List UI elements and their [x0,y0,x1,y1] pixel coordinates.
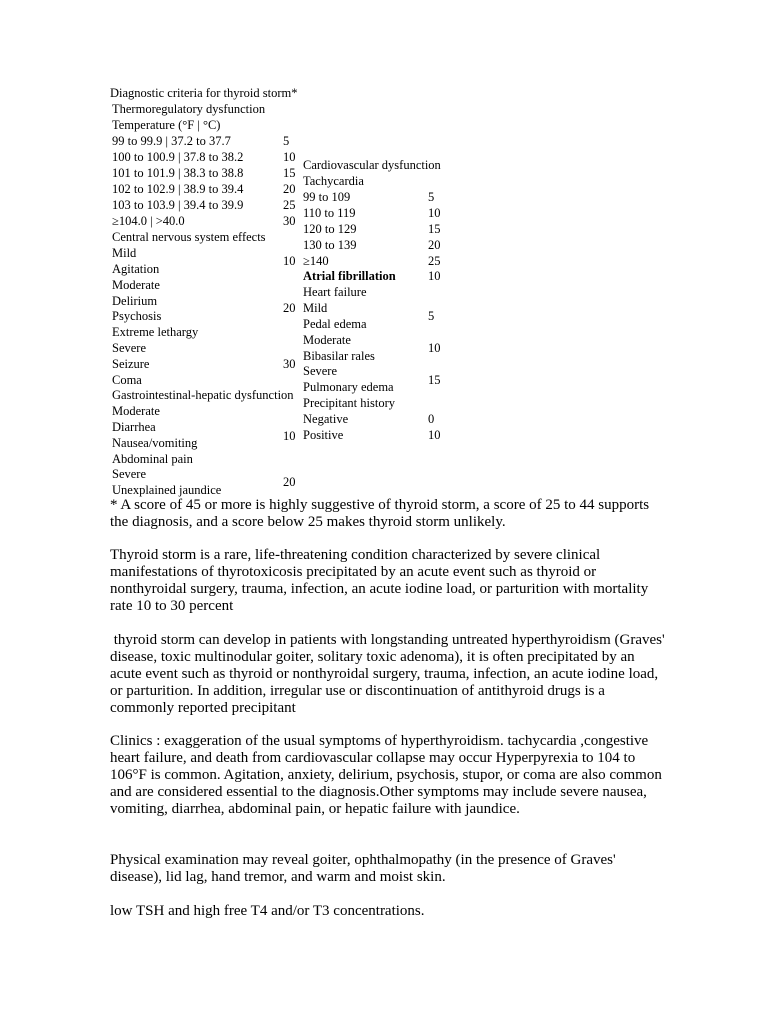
thermo-row-score: 25 [283,198,296,212]
cardio-row-score: 25 [428,254,441,268]
cardio-hf-mild-label: Mild [303,301,328,315]
cardio-hf-severe-label: Severe [303,364,338,378]
thermo-row-label: 100 to 100.9 | 37.8 to 38.2 [112,150,244,164]
cardio-row-score: 15 [428,222,441,236]
cardio-row-label: 130 to 139 [303,238,357,252]
gi-severe-label: Severe [112,467,147,481]
gi-severe-item: Unexplained jaundice [112,483,222,497]
thermo-row-score: 20 [283,182,296,196]
cardio-hf-mild-score: 5 [428,309,435,323]
cns-severe-item: Coma [112,373,142,387]
thermo-heading: Thermoregulatory dysfunction [112,102,266,116]
thermo-row-score: 5 [283,134,290,148]
cns-moderate-item: Extreme lethargy [112,325,199,339]
precip-negative-score: 0 [428,412,435,426]
precip-positive-label: Positive [303,428,344,442]
cardio-hf-label: Heart failure [303,285,367,299]
cardio-row-score: 10 [428,206,441,220]
cardio-row-label: 99 to 109 [303,190,351,204]
gi-moderate-score: 10 [283,429,296,443]
thermo-row-score: 15 [283,166,296,180]
gi-moderate-item: Nausea/vomiting [112,436,198,450]
gi-heading: Gastrointestinal-hepatic dysfunction [112,388,294,402]
footnote: * A score of 45 or more is highly suggestive of thyroid storm, a score of 25 to 44 supports the diagnosis, and a score below 25 makes thyroid storm unlikely. [110,497,650,530]
thermo-row-label: 99 to 99.9 | 37.2 to 37.7 [112,134,231,148]
precip-negative-label: Negative [303,412,349,426]
thermo-row-score: 30 [283,214,296,228]
paragraph-physical-exam: Physical examination may reveal goiter, ophthalmopathy (in the presence of Graves' disease), lid lag, hand tremor, and warm and moist skin. [110,852,616,885]
cns-moderate-label: Moderate [112,278,160,292]
precip-heading: Precipitant history [303,396,395,410]
gi-severe-score: 20 [283,475,296,489]
cardio-hf-severe-score: 15 [428,373,441,387]
cns-severe-score: 30 [283,357,296,371]
cardio-row-score: 20 [428,238,441,252]
cardio-hf-mild-item: Pedal edema [303,317,367,331]
cns-mild-score: 10 [283,254,296,268]
cardio-hf-moderate-label: Moderate [303,333,351,347]
paragraph-intro: Thyroid storm is a rare, life-threatening condition characterized by severe clinical manifestations of thyrotoxicosis precipitated by an acute event such as thyroid or nonthyroidal surgery, trauma, infection, an acute iodine load, or parturition with mortality rate 10 to 30 percent [110,547,649,614]
cardio-af-label: Atrial fibrillation [303,269,396,283]
table-title: Diagnostic criteria for thyroid storm* [110,86,298,100]
thermo-row-score: 10 [283,150,296,164]
cns-moderate-item: Delirium [112,294,158,308]
thermo-row-label: ≥104.0 | >40.0 [112,214,185,228]
cardio-hf-moderate-score: 10 [428,341,441,355]
thermo-subheading: Temperature (°F | °C) [112,118,221,132]
cardio-af-score: 10 [428,269,441,283]
cardio-row-score: 5 [428,190,435,204]
cardio-row-label: 110 to 119 [303,206,356,220]
cardio-tachy-label: Tachycardia [303,174,364,188]
cns-severe-label: Severe [112,341,147,355]
gi-moderate-item: Diarrhea [112,420,156,434]
cns-mild-item: Agitation [112,262,160,276]
cardio-row-label: ≥140 [303,254,329,268]
gi-moderate-item: Abdominal pain [112,452,193,466]
cns-moderate-score: 20 [283,301,296,315]
cardio-heading: Cardiovascular dysfunction [303,158,441,172]
paragraph-labs: low TSH and high free T4 and/or T3 concentrations. [110,903,425,919]
paragraph-pathogenesis: thyroid storm can develop in patients with longstanding untreated hyperthyroidism (Graves' disease, toxic multinodular goiter, solitary toxic adenoma), it is often precipitated by an acute event such as thyroid or nonthyroidal surgery, trauma, infection, an acute iodine load, or parturition. In addition, irregular use or discontinuation of antithyroid drugs is a commonly reported precipitant [110,632,669,716]
paragraph-clinics: Clinics : exaggeration of the usual symptoms of hyperthyroidism. tachycardia ,congestive heart failure, and death from cardiovascular collapse may occur Hyperpyrexia to 104 to 106°F is common. Agitation, anxiety, delirium, psychosis, stupor, or coma are also common and are considered essential to the diagnosis.Other symptoms may include severe nausea, vomiting, diarrhea, abdominal pain, or hepatic failure with jaundice. [110,733,662,817]
cardio-hf-severe-item: Pulmonary edema [303,380,394,394]
precip-positive-score: 10 [428,428,441,442]
cns-moderate-item: Psychosis [112,309,162,323]
cardio-row-label: 120 to 129 [303,222,357,236]
cns-heading: Central nervous system effects [112,230,266,244]
cns-mild-label: Mild [112,246,137,260]
gi-moderate-label: Moderate [112,404,160,418]
cardio-hf-moderate-item: Bibasilar rales [303,349,375,363]
thermo-row-label: 101 to 101.9 | 38.3 to 38.8 [112,166,244,180]
cns-severe-item: Seizure [112,357,150,371]
thermo-row-label: 103 to 103.9 | 39.4 to 39.9 [112,198,244,212]
thermo-row-label: 102 to 102.9 | 38.9 to 39.4 [112,182,244,196]
